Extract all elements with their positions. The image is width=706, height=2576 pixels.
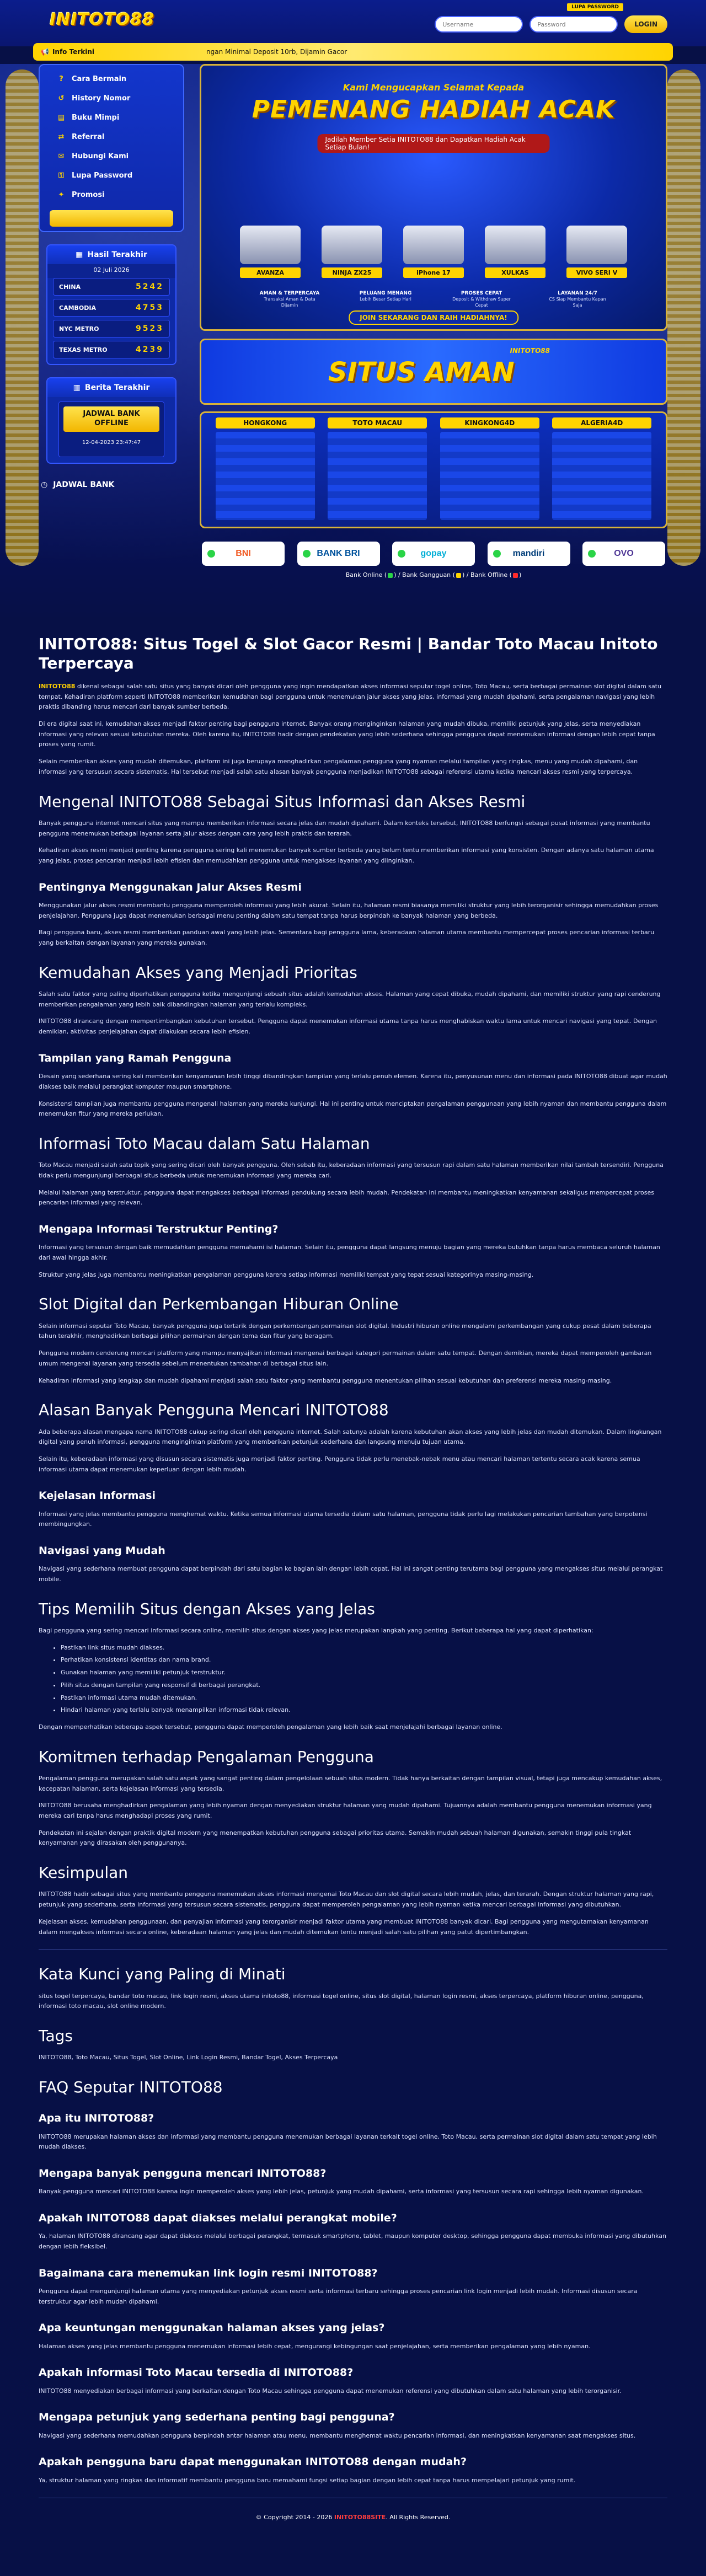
- question-icon: ?: [59, 75, 63, 83]
- sidebar-item-hubungi-kami[interactable]: [40, 147, 183, 166]
- online-square-icon: [388, 573, 393, 578]
- sidebar-item-buku-mimpi[interactable]: [40, 108, 183, 127]
- paragraph: Bagi pengguna yang sering mencari informasi secara online, memilih situs dengan akses yang jelas merupakan langkah yang penting. Berikut beberapa hal yang dapat diperhatikan:: [39, 1627, 593, 1635]
- section-heading: Tags: [39, 2027, 73, 2045]
- paragraph-text: dikenal sebagai salah satu situs yang banyak dicari oleh pengguna yang ingin mendapatkan akses informasi seputar togel online, Toto Macau, serta berbagai permainan slot digital dalam satu tempat. Kehadiran platform seperti INITOTO88 memberikan kemudahan bagi pengguna untuk menemukan jalur akses yang jelas, informasi yang mudah dipahami, serta pengalaman navigasi yang lebih praktis dibanding harus mencari dari banyak sumber berbeda.: [39, 683, 662, 711]
- feature-title: PELUANG MENANG: [359, 290, 412, 296]
- paragraph: Konsistensi tampilan juga membantu pengguna mengenali halaman yang mereka kunjungi. Hal ini penting untuk menciptakan pengalaman penggunaan yang lebih nyaman dan membantu pengguna dalam menemukan fitur yang mereka perlukan.: [39, 1100, 667, 1118]
- paragraph: Informasi yang tersusun dengan baik memudahkan pengguna memahami isi halaman. Selain itu, pengguna dapat langsung menuju bagian yang mereka butuhkan tanpa harus membaca seluruh halaman dari awal hingga akhir.: [39, 1244, 660, 1261]
- sidebar: [39, 64, 184, 489]
- footer-brand-link[interactable]: INITOTO88SITE: [334, 2514, 386, 2521]
- prize-item: [566, 226, 627, 278]
- paragraph: INITOTO88 hadir sebagai situs yang membantu pengguna menemukan akses informasi mengenai Toto Macau dan slot digital secara lebih mudah, jelas, dan terarah. Dengan struktur halaman yang rapi, petunjuk yang sederhana, serta informasi yang tersusun secara sistematis, pengguna dapat memperoleh pengalaman yang lebih nyaman ketika mencari berbagai informasi yang dibutuhkan.: [39, 1891, 654, 1909]
- banner-situs-aman[interactable]: [200, 339, 667, 405]
- news-headline: JADWAL BANK OFFLINE: [63, 406, 159, 432]
- section-heading: Alasan Banyak Pengguna Mencari INITOTO88: [39, 1401, 389, 1420]
- status-dot-icon: [493, 550, 501, 558]
- subsection-heading: Kejelasan Informasi: [39, 1490, 156, 1502]
- sidebar-menu: [39, 64, 184, 232]
- footer-copyright: © Copyright 2014 - 2026: [255, 2514, 334, 2521]
- faq-answer: Ya, struktur halaman yang ringkas dan informatif membantu pengguna baru memahami fungsi setiap bagian dengan lebih cepat tanpa harus mempelajari petunjuk yang rumit.: [39, 2476, 576, 2484]
- results-date: 02 Juli 2026: [47, 264, 175, 278]
- bank-logo-bni[interactable]: [202, 542, 285, 566]
- feature-item: [544, 291, 611, 308]
- paragraph: Kehadiran akses resmi menjadi penting karena pengguna sering kali menemukan banyak sumber berbeda yang belum tentu memberikan informasi yang konsisten. Dengan adanya satu halaman utama yang jelas, proses pencarian menjadi lebih efisien dan memudahkan pengguna untuk mengakses layanan yang diinginkan.: [39, 847, 654, 864]
- bank-name: mandiri: [512, 549, 545, 558]
- faq-question: Apakah pengguna baru dapat menggunakan INITOTO88 dengan mudah?: [39, 2456, 467, 2468]
- list-item: • Hindari halaman yang terlalu banyak menampilkan informasi tidak relevan.: [61, 1705, 667, 1716]
- prize-label: NINJA ZX25: [322, 267, 382, 278]
- paragraph: situs togel terpercaya, bandar toto macau, link login resmi, akses utama initoto88, informasi togel online, situs slot digital, halaman login resmi, akses terpercaya, platform hiburan online, pengguna, informasi toto macau, slot online modern.: [39, 1992, 644, 2010]
- paragraph: INITOTO88 dirancang dengan mempertimbangkan kebutuhan tersebut. Pengguna dapat menemukan informasi utama tanpa harus menghabiskan waktu lama untuk mencari navigasi yang tepat. Dengan demikian, aktivitas penjelajahan dapat dilakukan secara lebih efisien.: [39, 1017, 657, 1036]
- brand-link[interactable]: INITOTO88: [39, 683, 76, 690]
- banner-results[interactable]: [200, 411, 667, 528]
- list-item: • Perhatikan konsistensi identitas dan nama brand.: [61, 1655, 667, 1665]
- faq-answer: Halaman akses yang jelas membantu pengguna menemukan informasi lebih cepat, mengurangi kebingungan saat penjelajahan, serta memberikan pengalaman yang lebih nyaman.: [39, 2342, 591, 2350]
- bank-logo-bri[interactable]: [297, 542, 380, 566]
- status-dot-icon: [303, 550, 311, 558]
- results-title: Hasil Terakhir: [87, 250, 147, 259]
- news-panel: [46, 377, 176, 464]
- subsection-heading: Mengapa Informasi Terstruktur Penting?: [39, 1223, 279, 1236]
- newspaper-icon: ▥: [73, 383, 81, 392]
- result-column-head: ALGERIA4D: [552, 417, 651, 429]
- megaphone-icon: 📢: [41, 48, 49, 56]
- legend-online-label: Bank Online (: [345, 571, 387, 579]
- result-column-head: KINGKONG4D: [440, 417, 539, 429]
- footer: [0, 2498, 706, 2537]
- result-column-head: HONGKONG: [216, 417, 315, 429]
- paragraph: Melalui halaman yang terstruktur, pengguna dapat mengakses berbagai informasi pendukung secara lebih mudah. Pendekatan ini membantu meningkatkan kenyamanan sekaligus mempercepat proses pencarian informasi yang relevan.: [39, 1188, 654, 1207]
- main-stage: [0, 64, 706, 621]
- prize-label: XULKAS: [485, 267, 545, 278]
- jadwal-bank-label: JADWAL BANK: [53, 480, 115, 489]
- feature-title: PROSES CEPAT: [461, 290, 502, 296]
- paragraph: Selain memberikan akses yang mudah ditemukan, platform ini juga berupaya menghadirkan pengalaman pengguna yang nyaman melalui tampilan yang ringkas, menu yang mudah dipahami, dan informasi yang tersusun secara sistematis. Hal tersebut menjadi salah satu alasan banyak pengguna menjadikan INITOTO88 sebagai referensi utama ketika mencari akses resmi yang terpercaya.: [39, 758, 638, 775]
- paragraph: Pengguna modern cenderung mencari platform yang mampu menyajikan informasi mengenai berbagai kategori permainan dalam satu tempat. Dengan demikian, mereka dapat memperoleh gambaran umum mengenai layanan yang tersedia sebelum menentukan tambahan di berbagai situs lain.: [39, 1349, 652, 1367]
- sidebar-item-history-nomor[interactable]: [40, 89, 183, 108]
- prize-label: iPhone 17: [403, 267, 464, 278]
- phone-icon: [566, 226, 627, 264]
- result-column: [216, 417, 315, 522]
- list-item: • Gunakan halaman yang memiliki petunjuk terstruktur.: [61, 1668, 667, 1678]
- faq-answer: INITOTO88 menyediakan berbagai informasi yang berkaitan dengan Toto Macau sehingga pengguna dapat menemukan referensi yang dibutuhkan dalam satu halaman yang lebih terorganisir.: [39, 2387, 622, 2395]
- faq-answer: Ya, halaman INITOTO88 dirancang agar dapat diakses melalui berbagai perangkat, termasuk smartphone, tablet, maupun komputer desktop, sehingga pengguna dapat membuka informasi yang dibutuhkan dengan lebih fleksibel.: [39, 2232, 666, 2251]
- results-panel: [46, 244, 176, 365]
- car-icon: [240, 226, 301, 264]
- prize-label: AVANZA: [240, 267, 301, 278]
- paragraph: Salah satu faktor yang paling diperhatikan pengguna ketika mengunjungi sebuah situs adalah kemudahan akses. Halaman yang cepat dibuka, mudah dipahami, dan memiliki struktur yang rapi cenderung memberikan pengalaman yang lebih baik dibandingkan halaman yang terlalu kompleks.: [39, 990, 661, 1008]
- clock-icon: ◷: [41, 480, 48, 489]
- sidebar-item-label: Buku Mimpi: [72, 114, 120, 122]
- list-item: • Pastikan link situs mudah diakses.: [61, 1643, 667, 1653]
- faq-question: Mengapa banyak pengguna mencari INITOTO88?: [39, 2167, 327, 2180]
- legend-gangguan-label: ) / Bank Gangguan (: [394, 571, 455, 579]
- tags-text: INITOTO88, Toto Macau, Situs Togel, Slot Online, Link Login Resmi, Bandar Togel, Akses Terpercaya: [39, 2054, 338, 2061]
- result-row: [53, 341, 170, 358]
- share-icon: ⇄: [58, 133, 65, 141]
- bank-logo-ovo[interactable]: [582, 542, 665, 566]
- paragraph: Navigasi yang sederhana membuat pengguna dapat berpindah dari satu bagian ke bagian lain dengan lebih cepat. Hal ini sangat penting terutama bagi pengguna yang mengakses situs melalui perangkat mobile.: [39, 1565, 663, 1583]
- paragraph: [39, 682, 667, 713]
- article: [0, 621, 706, 2498]
- feature-sub: Deposit & Withdraw Super Cepat: [452, 297, 511, 308]
- bank-logo-list: [200, 542, 667, 566]
- chat-icon: ✉: [58, 152, 65, 160]
- prize-list: [240, 226, 627, 278]
- results-header: [47, 245, 175, 264]
- paragraph: Informasi yang jelas membantu pengguna menghemat waktu. Ketika semua informasi utama tersedia dalam satu halaman, pengguna tidak perlu lagi melakukan pencarian tambahan yang berpotensi membingungkan.: [39, 1510, 648, 1528]
- sidebar-item-label: Promosi: [72, 191, 105, 199]
- bank-logo-mandiri[interactable]: [488, 542, 570, 566]
- sidebar-item-referral[interactable]: [40, 127, 183, 147]
- paragraph: Kejelasan akses, kemudahan penggunaan, dan penyajian informasi yang terorganisir menjadi faktor utama yang membuat INITOTO88 banyak dicari. Bagi pengguna yang mengutamakan kenyamanan dalam mengakses informasi secara online, keberadaan halaman yang jelas dan mudah ditemukan tentu menjadi salah satu pilihan yang patut dipertimbangkan.: [39, 1918, 649, 1936]
- banner-column: [200, 64, 667, 579]
- paragraph: Toto Macau menjadi salah satu topik yang sering dicari oleh banyak pengguna. Oleh sebab itu, keberadaan informasi yang tersusun rapi dalam satu halaman memberikan nilai tambah tersendiri. Pengguna tidak perlu mengunjungi berbagai situs berbeda untuk menemukan informasi yang mereka cari.: [39, 1161, 664, 1179]
- section-heading: Kata Kunci yang Paling di Minati: [39, 1965, 286, 1984]
- feature-sub: CS Siap Membantu Kapan Saja: [549, 297, 606, 308]
- banner-title: PEMENANG HADIAH ACAK: [252, 95, 616, 124]
- password-input[interactable]: [530, 16, 618, 33]
- paragraph: Ada beberapa alasan mengapa nama INITOTO88 cukup sering dicari oleh pengguna internet. Salah satunya adalah karena kebutuhan akan akses yang lebih jelas dan mudah ditemukan. Dalam lingkungan digital yang penuh informasi, pengguna menginginkan platform yang memberikan petunjuk sederhana dan langsung menuju tujuan utama.: [39, 1428, 662, 1446]
- section-heading: FAQ Seputar INITOTO88: [39, 2078, 223, 2097]
- market-name: CHINA: [59, 283, 81, 291]
- gift-icon: ✦: [58, 191, 65, 199]
- section-heading: Kemudahan Akses yang Menjadi Prioritas: [39, 963, 357, 982]
- sidebar-item-promosi[interactable]: [40, 185, 183, 205]
- decoration-left: [6, 69, 39, 566]
- faq-question: Apakah INITOTO88 dapat diakses melalui perangkat mobile?: [39, 2212, 397, 2225]
- banner-winners[interactable]: [200, 64, 667, 331]
- subsection-heading: Tampilan yang Ramah Pengguna: [39, 1052, 232, 1064]
- feature-title: LAYANAN 24/7: [558, 290, 597, 296]
- section-heading: Tips Memilih Situs dengan Akses yang Jelas: [39, 1599, 375, 1618]
- feature-item: [256, 291, 323, 308]
- paragraph: Bagi pengguna baru, akses resmi memberikan panduan awal yang lebih jelas. Sementara bagi pengguna lama, keberadaan halaman utama membantu mempercepat proses pencarian informasi terbaru yang berkaitan dengan layanan yang mereka gunakan.: [39, 929, 655, 946]
- login-form: [435, 15, 667, 33]
- paragraph: Banyak pengguna internet mencari situs yang mampu memberikan informasi secara jelas dan mudah dipahami. Dalam konteks tersebut, INITOTO88 berfungsi sebagai pusat informasi yang membantu pengguna menemukan berbagai layanan serta jalur akses dengan cara yang lebih praktis dan terarah.: [39, 819, 650, 837]
- feature-title: AMAN & TERPERCAYA: [259, 290, 320, 296]
- history-icon: ↺: [58, 94, 65, 103]
- decoration-right: [667, 69, 700, 566]
- news-time: 12-04-2023 23:47:47: [82, 439, 141, 446]
- result-row: [53, 278, 170, 296]
- market-value: 4239: [136, 345, 164, 354]
- legend-offline-label: ) / Bank Offline (: [462, 571, 512, 579]
- forgot-password-link[interactable]: LUPA PASSWORD: [567, 3, 623, 11]
- feature-sub: Transaksi Aman & Data Dijamin: [264, 297, 315, 308]
- bank-logo-gopay[interactable]: [392, 542, 475, 566]
- sidebar-item-label: Referral: [72, 133, 105, 141]
- paragraph: INITOTO88 berusaha menghadirkan pengalaman yang lebih nyaman dengan menyediakan struktur halaman yang mudah dipahami. Tujuannya adalah membantu pengguna menemukan informasi yang mereka cari tanpa harus menghadapi proses yang rumit.: [39, 1802, 652, 1820]
- motorbike-icon: [322, 226, 382, 264]
- result-row: [53, 299, 170, 317]
- username-input[interactable]: [435, 16, 523, 33]
- gangguan-square-icon: [456, 573, 461, 578]
- news-header: [47, 378, 175, 397]
- paragraph: Pengalaman pengguna merupakan salah satu aspek yang sangat penting dalam pengelolaan sebuah situs modern. Tidak hanya berkaitan dengan tampilan visual, tetapi juga mencakup kemudahan akses, kecepatan halaman, serta kejelasan informasi yang tersedia.: [39, 1774, 662, 1792]
- status-dot-icon: [398, 550, 405, 558]
- result-column-body: [552, 432, 651, 520]
- market-value: 5242: [136, 282, 164, 291]
- feature-item: [448, 291, 515, 308]
- section-heading: Slot Digital dan Perkembangan Hiburan Online: [39, 1295, 399, 1314]
- section-heading: Informasi Toto Macau dalam Satu Halaman: [39, 1134, 370, 1153]
- page-title: INITOTO88: Situs Togel & Slot Gacor Resmi | Bandar Toto Macau Initoto Terpercaya: [39, 635, 658, 672]
- subsection-heading: Pentingnya Menggunakan Jalur Akses Resmi: [39, 881, 302, 893]
- prize-label: VIVO SERI V: [566, 267, 627, 278]
- sidebar-item-label: Hubungi Kami: [72, 152, 129, 160]
- faq-answer: Banyak pengguna mencari INITOTO88 karena ingin memperoleh akses yang lebih jelas, petunjuk yang mudah dipahami, serta informasi yang tersusun secara rapi sehingga lebih nyaman digunakan.: [39, 2188, 644, 2195]
- phone-icon: [403, 226, 464, 264]
- tips-list: [61, 1643, 667, 1716]
- paragraph: Selain informasi seputar Toto Macau, banyak pengguna juga tertarik dengan perkembangan permainan slot digital. Industri hiburan online mengalami perkembangan yang cukup pesat dalam beberapa tahun terakhir, menghadirkan berbagai pilihan permainan dengan tema dan fitur yang beragam.: [39, 1322, 651, 1340]
- site-logo[interactable]: INITOTO88: [50, 10, 155, 29]
- feature-item: [352, 291, 419, 308]
- bank-name: gopay: [420, 549, 447, 558]
- market-value: 9523: [136, 324, 164, 333]
- paragraph: Desain yang sederhana sering kali memberikan kenyamanan lebih tinggi dibandingkan tampilan yang terlalu penuh elemen. Karena itu, penyusunan menu dan informasi pada INITOTO88 dibuat agar mudah diakses baik melalui perangkat komputer maupun smartphone.: [39, 1073, 667, 1090]
- result-column: [440, 417, 539, 522]
- faq-question: Apa keuntungan menggunakan halaman akses yang jelas?: [39, 2322, 385, 2334]
- result-column-body: [216, 432, 315, 520]
- aman-title: SITUS AMAN: [328, 357, 515, 388]
- feature-list: [256, 291, 611, 308]
- news-ticker: [33, 43, 673, 61]
- fridge-icon: [485, 226, 545, 264]
- market-name: TEXAS METRO: [59, 346, 108, 354]
- sidebar-item-label: History Nomor: [72, 94, 131, 103]
- paragraph: Di era digital saat ini, kemudahan akses menjadi faktor penting bagi pengguna internet. Banyak orang menginginkan halaman yang mudah dibuka, memiliki petunjuk yang jelas, serta menyediakan informasi yang relevan sesuai kebutuhan mereka. Oleh karena itu, INITOTO88 hadir dengan pendekatan yang lebih sederhana sehingga pengguna dapat menemukan informasi dengan lebih cepat tanpa proses yang rumit.: [39, 720, 655, 748]
- result-column-body: [440, 432, 539, 520]
- status-dot-icon: [588, 550, 596, 558]
- news-card[interactable]: [58, 401, 164, 457]
- book-icon: ▤: [57, 114, 65, 122]
- paragraph: Dengan memperhatikan beberapa aspek tersebut, pengguna dapat memperoleh pengalaman yang lebih baik saat menjelajahi berbagai layanan online.: [39, 1723, 502, 1731]
- result-column-body: [328, 432, 427, 520]
- paragraph: Kehadiran informasi yang lengkap dan mudah dipahami menjadi salah satu faktor yang membantu pengguna menentukan pilihan sesuai kebutuhan dan preferensi mereka masing-masing.: [39, 1377, 612, 1384]
- sidebar-item-cara-bermain[interactable]: [40, 69, 183, 89]
- prize-item: [322, 226, 382, 278]
- section-heading: Komitmen terhadap Pengalaman Pengguna: [39, 1747, 374, 1766]
- offline-square-icon: [513, 573, 518, 578]
- jadwal-bank-heading: [39, 480, 184, 489]
- bank-status-legend: [200, 571, 667, 579]
- faq-answer: Pengguna dapat mengunjungi halaman utama yang menyediakan petunjuk akses resmi serta informasi terbaru sehingga proses pencarian link login menjadi lebih mudah. Informasi disusun secara terstruktur agar lebih mudah dipahami.: [39, 2288, 638, 2305]
- result-column: [552, 417, 651, 522]
- aman-logo: INITOTO88: [510, 347, 550, 355]
- login-button[interactable]: LOGIN: [624, 15, 667, 33]
- faq-question: Apakah informasi Toto Macau tersedia di INITOTO88?: [39, 2366, 354, 2379]
- list-item: • Pastikan informasi utama mudah ditemukan.: [61, 1693, 667, 1704]
- faq-answer: INITOTO88 merupakan halaman akses dan informasi yang membantu pengguna menemukan berbagai layanan terkait togel online, Toto Macau, serta permainan slot digital dalam satu tempat yang lebih mudah diakses.: [39, 2133, 657, 2151]
- list-item: • Pilih situs dengan tampilan yang responsif di berbagai perangkat.: [61, 1680, 667, 1691]
- status-dot-icon: [207, 550, 215, 558]
- paragraph: Selain itu, keberadaan informasi yang disusun secara sistematis juga menjadi faktor penting. Pengguna tidak perlu menebak-nebak menu atau mencari halaman tertentu secara acak karena semua informasi utama dapat menemukan keperluan dengan lebih mudah.: [39, 1455, 640, 1473]
- faq-question: Apa itu INITOTO88?: [39, 2112, 154, 2125]
- result-column: [328, 417, 427, 522]
- sidebar-highlight-bar: [50, 210, 173, 227]
- faq-answer: Navigasi yang sederhana memudahkan pengguna berpindah antar halaman atau menu, membantu menghemat waktu pencarian informasi, dan meningkatkan kenyamanan saat mengakses situs.: [39, 2432, 636, 2439]
- sidebar-item-label: Cara Bermain: [72, 75, 127, 83]
- ticker-text: ngan Minimal Deposit 10rb, Dijamin Gacor: [206, 48, 347, 56]
- section-heading: Mengenal INITOTO88 Sebagai Situs Informasi dan Akses Resmi: [39, 792, 526, 811]
- banner-small-title: Kami Mengucapkan Selamat Kepada: [343, 82, 525, 93]
- prize-item: [403, 226, 464, 278]
- paragraph: Menggunakan jalur akses resmi membantu pengguna memperoleh informasi yang lebih akurat. Selain itu, halaman resmi biasanya memiliki struktur yang lebih terorganisir sehingga memudahkan proses penjelajahan. Pengguna juga dapat menemukan berbagai menu penting dalam satu tempat tanpa harus berpindah ke banyak halaman yang berbeda.: [39, 901, 659, 919]
- faq-question: Mengapa petunjuk yang sederhana penting bagi pengguna?: [39, 2411, 395, 2424]
- news-title: Berita Terakhir: [84, 383, 150, 392]
- market-value: 4753: [136, 303, 164, 312]
- calendar-icon: ▦: [76, 250, 83, 259]
- banner-subtitle: Jadilah Member Setia INITOTO88 dan Dapatkan Hadiah Acak Setiap Bulan!: [318, 134, 550, 153]
- market-name: NYC METRO: [59, 325, 99, 333]
- key-icon: ⚿: [58, 172, 64, 180]
- ticker-info-label: Info Terkini: [52, 48, 95, 56]
- sidebar-item-lupa-password[interactable]: [40, 166, 183, 185]
- result-row: [53, 320, 170, 338]
- paragraph: Struktur yang jelas juga membantu meningkatkan pengalaman pengguna karena setiap informasi memiliki tempat yang tepat sesuai kategorinya masing-masing.: [39, 1271, 534, 1278]
- legend-end: ): [518, 571, 522, 579]
- bank-name: BANK BRI: [317, 549, 360, 558]
- sidebar-item-label: Lupa Password: [72, 172, 133, 180]
- bank-name: BNI: [236, 549, 251, 558]
- header: [0, 0, 706, 46]
- banner-cta[interactable]: JOIN SEKARANG DAN RAIH HADIAHNYA!: [349, 310, 518, 325]
- prize-item: [485, 226, 545, 278]
- paragraph: Pendekatan ini sejalan dengan praktik digital modern yang menempatkan kebutuhan pengguna sebagai prioritas utama. Semakin mudah sebuah halaman digunakan, semakin tinggi pula tingkat kenyamanan yang dirasakan oleh penggunanya.: [39, 1829, 632, 1847]
- section-heading: Kesimpulan: [39, 1863, 129, 1882]
- result-column-head: TOTO MACAU: [328, 417, 427, 429]
- market-name: CAMBODIA: [59, 304, 97, 312]
- prize-item: [240, 226, 301, 278]
- ticker-label: [41, 48, 206, 56]
- subsection-heading: Navigasi yang Mudah: [39, 1545, 165, 1557]
- footer-rights: . All Rights Reserved.: [386, 2514, 451, 2521]
- faq-question: Bagaimana cara menemukan link login resmi INITOTO88?: [39, 2267, 378, 2279]
- feature-sub: Lebih Besar Setiap Hari: [360, 297, 411, 302]
- bank-name: OVO: [614, 549, 634, 558]
